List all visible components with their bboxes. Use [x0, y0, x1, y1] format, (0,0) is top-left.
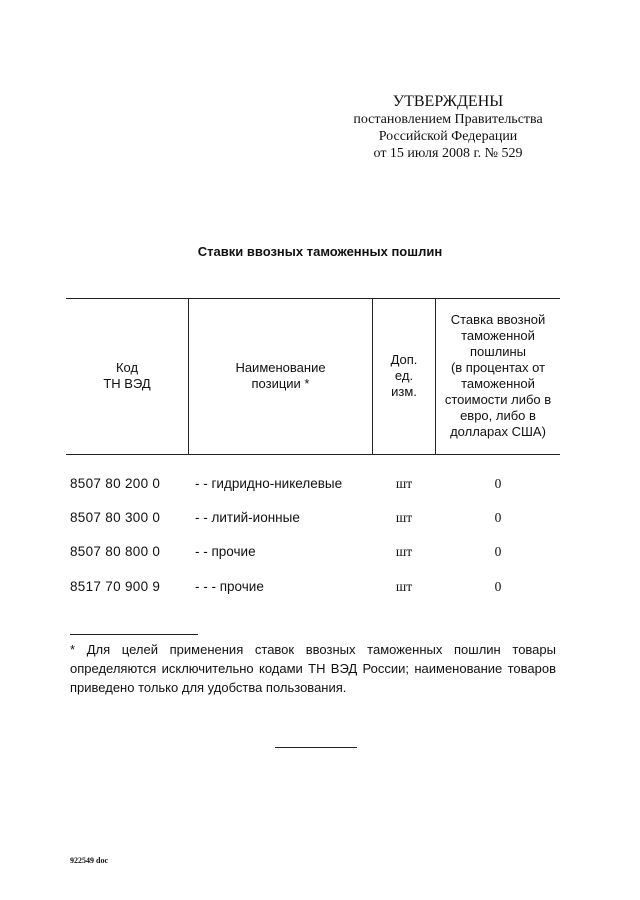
approval-line-1: постановлением Правительства [353, 112, 543, 127]
table-header-rule [66, 454, 560, 455]
cell-unit: шт [395, 544, 413, 559]
cell-unit: шт [395, 510, 413, 525]
table-row [0, 510, 640, 530]
cell-rate: 0 [494, 476, 502, 491]
cell-code: 8517 70 900 9 [70, 579, 161, 594]
cell-name: - - литий-ионные [195, 510, 300, 525]
cell-rate: 0 [494, 510, 502, 525]
table-row [0, 544, 640, 564]
footnote-rule [70, 634, 198, 635]
approval-title: УТВЕРЖДЕНЫ [392, 93, 504, 110]
header-rate: Ставка ввозной таможенной пошлины (в процентах от таможенной стоимости либо в евро, либо в долларах США) [444, 312, 552, 439]
cell-unit: шт [395, 579, 413, 594]
approval-line-2: Российской Федерации [378, 129, 518, 144]
cell-rate: 0 [494, 579, 502, 594]
footnote: * Для целей применения ставок ввозных таможенных пошлин товары определяются исключительно кодами ТН ВЭД России; наименование товаров приведено только для удобства пользования. [70, 642, 556, 695]
cell-code: 8507 80 200 0 [70, 476, 161, 491]
document-id: 922549 doc [70, 856, 108, 865]
cell-name: - - гидридно-никелевые [195, 476, 343, 491]
document-title: Ставки ввозных таможенных пошлин [197, 244, 443, 259]
end-rule [275, 747, 357, 748]
cell-name: - - - прочие [195, 579, 264, 594]
header-unit: Доп. ед. изм. [390, 352, 418, 399]
table-row [0, 579, 640, 599]
cell-code: 8507 80 300 0 [70, 510, 161, 525]
header-name: Наименование позиции * [235, 360, 326, 391]
approval-line-3: от 15 июля 2008 г. № 529 [373, 146, 523, 161]
table-row [0, 476, 640, 496]
cell-unit: шт [395, 476, 413, 491]
header-code: Код ТН ВЭД [103, 360, 151, 391]
cell-rate: 0 [494, 544, 502, 559]
cell-name: - - прочие [195, 544, 256, 559]
cell-code: 8507 80 800 0 [70, 544, 161, 559]
approval-block [320, 93, 576, 162]
